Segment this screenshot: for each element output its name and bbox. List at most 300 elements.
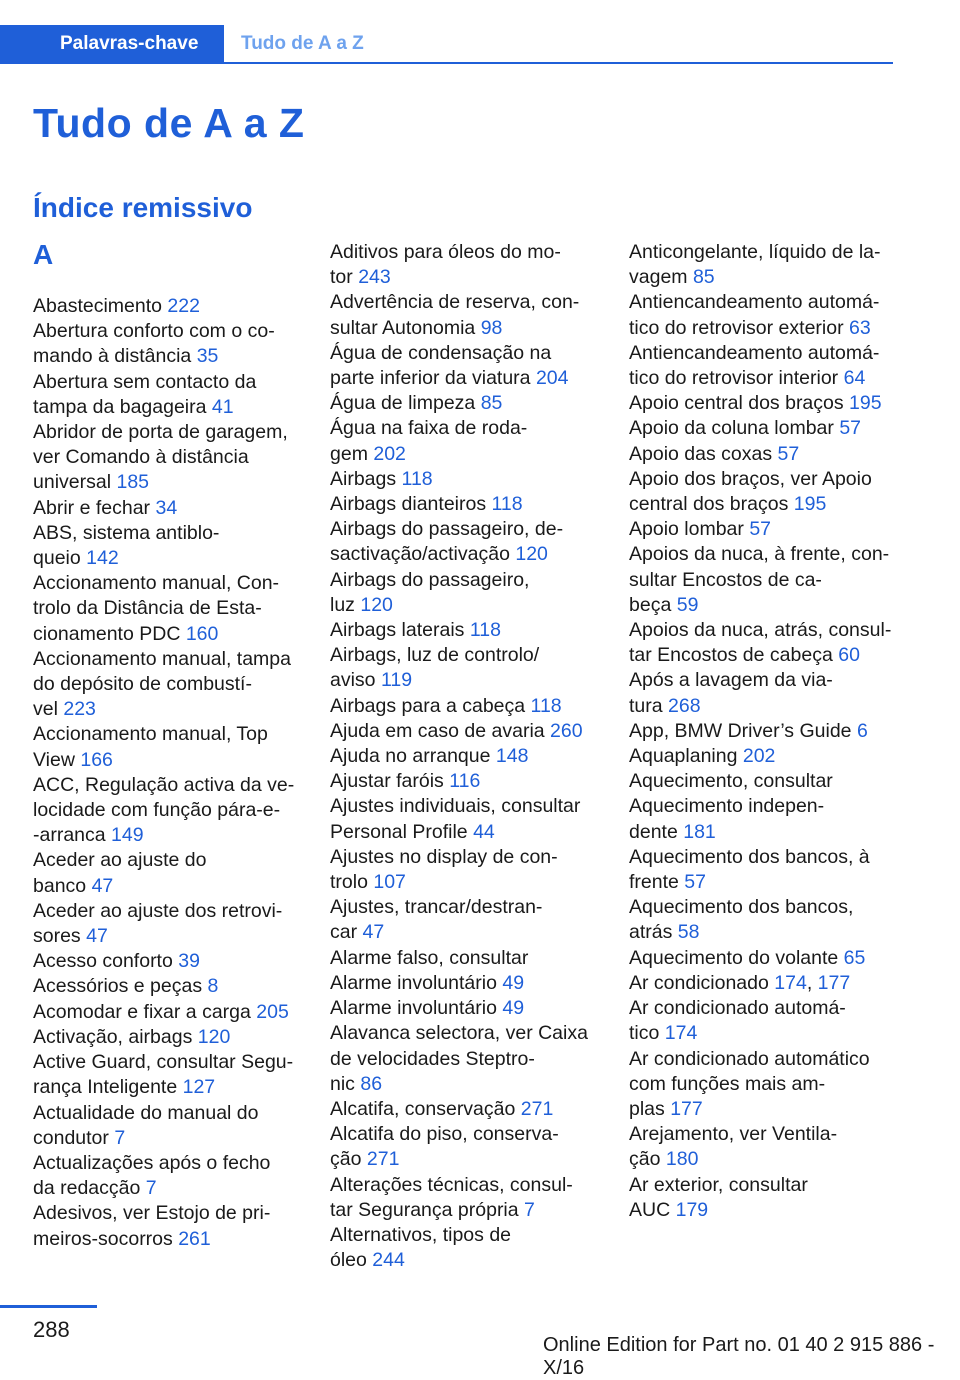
page-link[interactable]: 205 (256, 1000, 289, 1023)
index-entry (330, 568, 600, 618)
page-link[interactable]: 120 (360, 593, 393, 616)
page-number: 288 (33, 1317, 70, 1342)
page-link[interactable]: 243 (358, 266, 391, 289)
index-entry-text: Abridor de porta de garagem, (33, 421, 288, 444)
index-entry-line (629, 820, 899, 845)
index-entry-text: Alterações técnicas, consul- (330, 1173, 573, 1196)
page-link[interactable]: 180 (665, 1148, 699, 1171)
index-entry (629, 1173, 899, 1223)
index-entry-line (629, 492, 899, 517)
page-link[interactable]: 118 (469, 619, 501, 642)
page-link[interactable]: 57 (839, 417, 862, 440)
index-entry (629, 769, 899, 845)
index-entry-text: Alarme involuntário (330, 997, 497, 1020)
page-link[interactable]: 58 (677, 921, 700, 944)
index-entry (629, 668, 899, 718)
index-entry-text: tar Encostos de cabeça (629, 644, 833, 667)
page-link[interactable]: 181 (683, 820, 716, 843)
index-entry-line (629, 1097, 899, 1122)
index-entry-text: Antiencandeamento automá- (629, 291, 880, 314)
index-entry (629, 467, 899, 517)
index-entry (330, 1097, 600, 1122)
page-link[interactable]: 261 (178, 1227, 211, 1250)
index-entry (330, 416, 600, 466)
index-entry-line (330, 769, 600, 794)
page-link[interactable]: 195 (849, 392, 882, 415)
page-link[interactable]: 244 (372, 1249, 405, 1272)
index-entry-text: tar Segurança própria (330, 1198, 519, 1221)
index-entry-text: luz (330, 593, 355, 616)
page-link[interactable]: 185 (116, 471, 150, 494)
index-entry-line (330, 1021, 600, 1046)
index-entry (330, 719, 600, 744)
page-link[interactable]: 7 (524, 1198, 535, 1221)
index-entry-text: sores (33, 925, 81, 948)
index-entry (330, 467, 600, 492)
header-tab-bar (0, 25, 893, 64)
index-entry-line (33, 823, 303, 848)
index-entry-line (330, 1147, 600, 1172)
index-entry-text: Acomodar e fixar a carga (33, 1000, 251, 1023)
index-entry-line (33, 1201, 303, 1226)
index-entry-line (629, 240, 899, 265)
index-entry-text: Aceder ao ajuste do (33, 849, 207, 872)
index-entry-line (629, 391, 899, 416)
index-entry (330, 996, 600, 1021)
index-entry-line (33, 420, 303, 445)
page-link[interactable]: 60 (838, 644, 860, 667)
page-link[interactable]: 271 (366, 1148, 400, 1171)
index-entry (330, 290, 600, 340)
index-entry-line (330, 1198, 600, 1223)
index-entry-text: Abertura conforto com o co- (33, 320, 275, 343)
page-link[interactable]: 49 (502, 971, 525, 994)
page-link[interactable]: 177 (817, 971, 851, 994)
index-entry-text: Apoio dos braços, ver Apoio (629, 467, 872, 490)
index-entry-line (33, 1227, 303, 1252)
index-entry-text: trolo (330, 871, 368, 894)
index-entry (629, 240, 899, 290)
index-entry-line (629, 416, 899, 441)
index-entry (629, 946, 899, 971)
edition-note: Online Edition for Part no. 01 40 2 915 886 - X/16 (543, 1334, 935, 1379)
index-entry-line (629, 870, 899, 895)
index-entry-line (629, 1122, 899, 1147)
page-link[interactable]: 47 (91, 874, 114, 897)
index-entry-text: Aquecimento indepen- (629, 795, 825, 818)
page-link[interactable]: 149 (111, 824, 144, 847)
index-entry (33, 848, 303, 898)
index-entry (330, 946, 600, 996)
index-column-2 (330, 240, 600, 1273)
index-entry-line (330, 996, 600, 1021)
index-entry (330, 1021, 600, 1097)
page-link[interactable]: 39 (178, 950, 200, 973)
index-entry-text: Airbags (330, 467, 397, 490)
index-subtitle: Índice remissivo (33, 192, 253, 223)
index-entry-line (33, 798, 303, 823)
page-link[interactable]: 86 (360, 1072, 383, 1095)
page-link[interactable]: 64 (843, 367, 866, 390)
page-link[interactable]: 166 (80, 748, 113, 771)
index-entry-line (33, 1151, 303, 1176)
index-entry-line (330, 391, 600, 416)
index-entry-text: de velocidades Steptro- (330, 1047, 535, 1070)
index-entry-text: cionamento PDC (33, 622, 181, 645)
index-entry-text: central dos braços (629, 493, 789, 516)
index-entry-text: Airbags, luz de controlo/ (330, 644, 540, 667)
index-entry-text: meiros-socorros (33, 1227, 173, 1250)
index-entry (33, 1201, 303, 1251)
page-link[interactable]: 118 (491, 493, 523, 516)
index-entry-text: Alternativos, tipos de (330, 1223, 512, 1246)
index-entry-line (330, 568, 600, 593)
index-entry-text: frente (629, 871, 679, 894)
index-entry-line (330, 542, 600, 567)
index-entry-text: com funções mais am- (629, 1072, 826, 1095)
index-entry (629, 391, 899, 416)
index-entry (33, 496, 303, 521)
index-entry-text: Alarme involuntário (330, 971, 497, 994)
index-entry-text: tico do retrovisor exterior (629, 316, 844, 339)
index-entry-line (629, 946, 899, 971)
page-link[interactable]: 202 (742, 745, 776, 768)
index-entry-text: -arranca (33, 824, 106, 847)
index-entry-line (33, 294, 303, 319)
index-entry-line (629, 618, 899, 643)
index-entry-text: Ar condicionado automático (629, 1047, 870, 1070)
index-entry (33, 1050, 303, 1100)
index-entry-text: beça (629, 593, 672, 616)
index-entry-text: tico (629, 1022, 660, 1045)
tab-tudo-de-a-a-z[interactable]: Tudo de A a Z (241, 33, 364, 54)
index-entry-text: Airbags dianteiros (330, 493, 487, 516)
index-entry-text: Apoios da nuca, à frente, con- (629, 543, 890, 566)
index-entry-line (33, 496, 303, 521)
index-entry-line (330, 442, 600, 467)
index-entry (629, 971, 899, 996)
index-entry-text: Ajustes individuais, consultar (330, 795, 581, 818)
index-entry-line (33, 470, 303, 495)
index-entry-line (629, 668, 899, 693)
index-entry-line (629, 442, 899, 467)
index-entry-line (33, 672, 303, 697)
index-entry-line (330, 820, 600, 845)
index-entry (33, 1025, 303, 1050)
page-link[interactable]: 120 (197, 1025, 231, 1048)
index-entry-line (330, 1122, 600, 1147)
index-entry-line (33, 445, 303, 470)
page-link[interactable]: 35 (196, 345, 219, 368)
index-entry (33, 974, 303, 999)
section-letter: A (33, 239, 54, 270)
index-entry-line (330, 517, 600, 542)
index-entry-line (629, 643, 899, 668)
index-entry (33, 773, 303, 849)
page-link[interactable]: 160 (185, 622, 219, 645)
page-link[interactable]: 59 (676, 593, 699, 616)
index-entry (330, 492, 600, 517)
index-entry-text: Anticongelante, líquido de la- (629, 241, 881, 263)
index-entry-text: Ar condicionado (629, 971, 769, 994)
page-link[interactable]: 119 (380, 669, 413, 692)
page-link[interactable]: 127 (182, 1076, 216, 1099)
index-entry-text: Apoio das coxas (629, 442, 773, 465)
index-entry (629, 1122, 899, 1172)
page-link[interactable]: 107 (373, 871, 406, 894)
index-entry-text: Aquecimento do volante (629, 946, 839, 969)
index-entry (330, 845, 600, 895)
index-entry (629, 744, 899, 769)
index-entry-line (33, 924, 303, 949)
index-entry-text: Active Guard, consultar Segu- (33, 1051, 294, 1074)
page-link[interactable]: 8 (207, 975, 219, 998)
page-link[interactable]: 204 (535, 367, 569, 390)
index-entry (330, 240, 600, 290)
index-entry-line (330, 1047, 600, 1072)
index-entry-text: Alcatifa, conservação (330, 1097, 516, 1120)
index-entry-text: Airbags para a cabeça (330, 694, 526, 717)
page-link[interactable]: 57 (684, 871, 706, 894)
page-link[interactable]: 63 (849, 316, 871, 339)
index-entry-text: Actualizações após o fecho (33, 1151, 271, 1174)
page-link[interactable]: 195 (793, 493, 827, 516)
index-entry-line (629, 517, 899, 542)
page-link[interactable]: 98 (480, 316, 503, 339)
index-entry-line (33, 370, 303, 395)
index-entry-line (629, 568, 899, 593)
page-link[interactable]: 223 (63, 698, 96, 721)
index-column-3 (629, 240, 899, 1223)
index-entry-text: tura (629, 694, 663, 717)
index-entry-line (629, 920, 899, 945)
index-entry (629, 517, 899, 542)
page-link[interactable]: 85 (692, 266, 715, 289)
page-link[interactable]: 44 (473, 820, 495, 843)
page-link[interactable]: 179 (675, 1198, 709, 1221)
page-link[interactable]: 174 (664, 1022, 698, 1045)
index-entry-text: Ajuda no arranque (330, 745, 491, 768)
index-entry-text: condutor (33, 1126, 109, 1149)
index-entry-line (33, 395, 303, 420)
index-entry-text: Apoio central dos braços (629, 392, 844, 415)
index-entry-line (33, 848, 303, 873)
index-entry (33, 521, 303, 571)
index-entry-text: mando à distância (33, 345, 192, 368)
index-entry-line (33, 521, 303, 546)
index-entry-line (629, 719, 899, 744)
page-link[interactable]: 268 (668, 694, 701, 717)
index-entry-line (330, 719, 600, 744)
page-link[interactable]: 118 (401, 467, 433, 490)
index-entry-line (33, 773, 303, 798)
index-entry (330, 769, 600, 794)
page-link[interactable]: 118 (530, 694, 562, 717)
index-entry-text: Activação, airbags (33, 1025, 193, 1048)
index-entry-line (330, 240, 600, 265)
index-entry (330, 391, 600, 416)
index-entry (629, 845, 899, 895)
index-entry-line: Ar condicionado 174, 177 (629, 971, 851, 994)
index-entry-line (629, 290, 899, 315)
index-entry-line (33, 571, 303, 596)
index-entry-text: Airbags do passageiro, de- (330, 518, 564, 541)
index-entry-text: vagem (629, 266, 688, 289)
index-entry-line (330, 794, 600, 819)
index-entry-line (330, 290, 600, 315)
page-link[interactable]: 6 (856, 719, 868, 742)
page-link[interactable]: 65 (843, 946, 866, 969)
index-entry-text: Alavanca selectora, ver Caixa (330, 1022, 588, 1045)
page-link[interactable]: 57 (777, 442, 800, 465)
page-link[interactable]: 148 (495, 745, 529, 768)
index-entry-line (330, 1223, 600, 1248)
index-entry-line (629, 1173, 899, 1198)
index-entry-text: ver Comando à distância (33, 446, 249, 469)
page-link[interactable]: 202 (373, 442, 406, 465)
index-entry-text: sactivação/activação (330, 543, 510, 566)
page-link[interactable]: 41 (211, 395, 234, 418)
page-link[interactable]: 271 (520, 1097, 554, 1120)
index-entry-text: Apoios da nuca, atrás, consul- (629, 619, 892, 642)
index-entry-line (33, 722, 303, 747)
index-entry (33, 319, 303, 369)
index-entry-text: Antiencandeamento automá- (629, 341, 880, 364)
index-entry-text: Água de limpeza (330, 392, 476, 415)
index-entry-text: Arejamento, ver Ventila- (629, 1123, 838, 1146)
index-entry (629, 341, 899, 391)
index-entry (629, 895, 899, 945)
index-entry-text: Actualidade do manual do (33, 1101, 259, 1124)
index-entry (33, 949, 303, 974)
index-entry (33, 1000, 303, 1025)
page-link[interactable]: 7 (145, 1177, 157, 1200)
index-entry-text: gem (330, 442, 368, 465)
index-entry-text: óleo (330, 1249, 367, 1272)
tab-palavras-chave[interactable]: Palavras-chave (0, 25, 224, 62)
index-entry-text: Accionamento manual, Top (33, 723, 268, 746)
index-entry-line (330, 895, 600, 920)
index-entry-text: View (33, 748, 75, 771)
index-entry (330, 1173, 600, 1223)
page-link[interactable]: 177 (670, 1097, 703, 1120)
index-entry-text: Apoio da coluna lombar (629, 417, 834, 440)
index-entry-line (330, 920, 600, 945)
index-entry-text: locidade com função pára-e- (33, 799, 281, 822)
index-entry-text: dente (629, 820, 678, 843)
index-entry-text: App, BMW Driver’s Guide (629, 719, 852, 742)
index-entry (629, 442, 899, 467)
index-entry-line (33, 546, 303, 571)
index-entry-text: trolo da Distância de Esta- (33, 597, 262, 620)
index-entry-text: Ajustes no display de con- (330, 845, 558, 868)
page-link[interactable]: 260 (550, 719, 583, 742)
index-entry (330, 895, 600, 945)
index-entry-line (33, 1050, 303, 1075)
page-link[interactable]: 47 (86, 925, 108, 948)
index-entry-line (629, 845, 899, 870)
index-entry-text: da redacção (33, 1177, 141, 1200)
index-entry (33, 294, 303, 319)
index-entry-text: car (330, 921, 358, 944)
index-entry (33, 1151, 303, 1201)
index-entry (33, 571, 303, 647)
index-entry-line (629, 593, 899, 618)
index-entry-line (33, 1075, 303, 1100)
index-entry-line (33, 1025, 303, 1050)
index-entry-line (629, 895, 899, 920)
index-entry (629, 1047, 899, 1123)
index-entry (330, 341, 600, 391)
page-link[interactable]: 174 (774, 971, 807, 994)
index-entry (33, 370, 303, 420)
index-entry-line (33, 748, 303, 773)
page-link[interactable]: 7 (114, 1126, 126, 1149)
index-entry-line (33, 899, 303, 924)
index-entry-text: sultar Encostos de ca- (629, 568, 822, 591)
index-entry-line (629, 694, 899, 719)
index-entry (330, 794, 600, 844)
page-link[interactable]: 85 (480, 392, 503, 415)
index-entry-line (330, 618, 600, 643)
index-entry-line (33, 1176, 303, 1201)
index-entry-line (629, 467, 899, 492)
index-entry-line (33, 874, 303, 899)
page-link[interactable]: 34 (155, 496, 178, 519)
index-entry-line (330, 467, 600, 492)
index-entry-text: do depósito de combustí- (33, 673, 252, 696)
page-link[interactable]: 49 (502, 997, 525, 1020)
index-entry-line (33, 697, 303, 722)
page-link[interactable]: 222 (167, 295, 200, 317)
index-entry-text: Acesso conforto (33, 950, 173, 973)
index-entry-line (629, 366, 899, 391)
index-entry-text: Aceder ao ajuste dos retrovi- (33, 899, 283, 922)
index-entry-line (629, 1198, 899, 1223)
index-entry-text: tampa da bagageira (33, 395, 207, 418)
index-entry (330, 618, 600, 643)
index-entry-text: tor (330, 266, 353, 289)
page-link[interactable]: 142 (86, 547, 119, 570)
index-entry-text: Abrir e fechar (33, 496, 151, 519)
page-link[interactable]: 120 (515, 543, 548, 566)
index-entry-text: Após a lavagem da via- (629, 669, 833, 692)
index-entry-line (33, 1000, 303, 1025)
index-entry-text: Ajustes, trancar/destran- (330, 896, 543, 919)
index-entry-text: Personal Profile (330, 820, 468, 843)
index-entry-text: Aditivos para óleos do mo- (330, 241, 561, 263)
index-entry-text: atrás (629, 921, 673, 944)
index-entry-text: Aquecimento, consultar (629, 770, 833, 793)
index-column-1 (33, 240, 303, 1252)
index-entry-text: Ar exterior, consultar (629, 1173, 808, 1196)
page-link[interactable]: 47 (362, 921, 385, 944)
page-link[interactable]: 57 (749, 518, 772, 541)
index-entry-line (330, 316, 600, 341)
index-entry-line (330, 341, 600, 366)
index-entry-line (330, 870, 600, 895)
index-entry-line (629, 769, 899, 794)
index-entry-text: plas (629, 1097, 665, 1120)
page-title: Tudo de A a Z (33, 100, 305, 146)
index-entry-text: banco (33, 874, 87, 897)
index-entry-text: AUC (629, 1198, 671, 1221)
index-entry-line (33, 344, 303, 369)
index-entry-line (330, 1072, 600, 1097)
index-entry-line (629, 1147, 899, 1172)
index-entry-text: Abastecimento (33, 295, 162, 317)
page-link[interactable]: 116 (449, 770, 481, 793)
